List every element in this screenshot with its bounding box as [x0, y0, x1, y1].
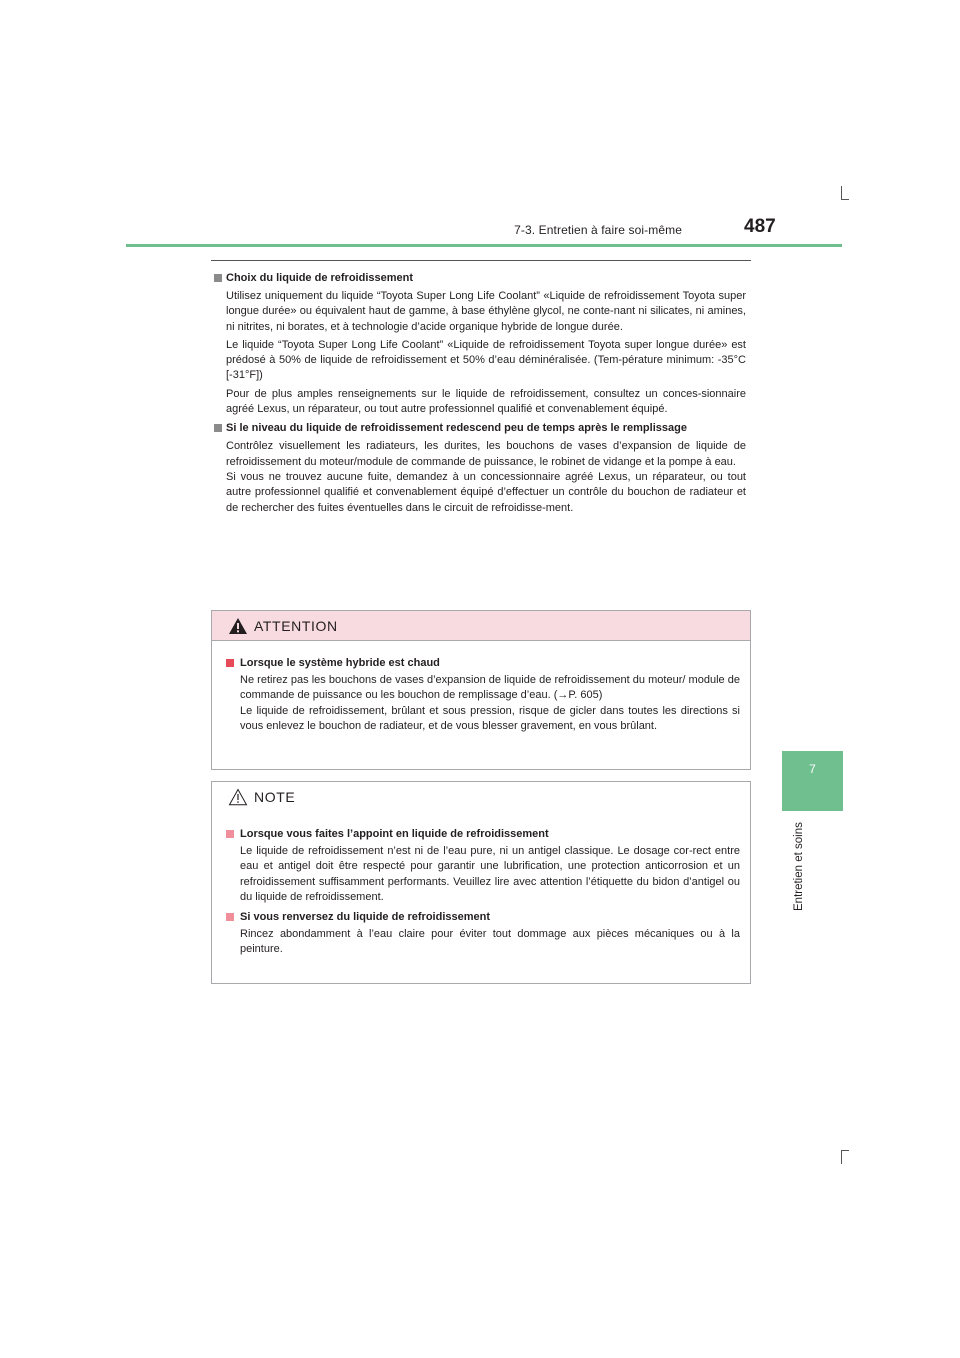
main-content [214, 270, 746, 519]
attention-box [211, 610, 751, 770]
crop-mark-top [841, 186, 842, 200]
square-bullet-icon [226, 913, 234, 921]
section-heading-coolant-choice: Choix du liquide de refroidissement [214, 270, 746, 286]
square-bullet-icon [226, 830, 234, 838]
attention-heading: Lorsque le système hybride est chaud [226, 655, 740, 671]
note-box [211, 781, 751, 984]
paragraph: Rincez abondamment à l’eau claire pour éviter tout dommage aux pièces mécaniques ou à la peinture. [240, 928, 740, 956]
paragraph: Pour de plus amples renseignements sur le liquide de refroidissement, consultez un conces-sionnaire agréé Lexus, un réparateur, ou tout autre professionnel qualifié et convenablement équipé. [226, 387, 746, 416]
note-header [212, 782, 750, 814]
note-heading-spill: Si vous renversez du liquide de refroidissement [226, 909, 740, 925]
chapter-label: Entretien et soins [793, 822, 805, 911]
content-top-rule [211, 260, 751, 261]
page-number: 487 [744, 216, 776, 237]
header-rule [126, 244, 842, 247]
attention-header [212, 611, 750, 641]
paragraph: Le liquide “Toyota Super Long Life Coolant” «Liquide de refroidissement Toyota super longue durée» est prédosé à 50% de liquide de refroidissement et 50% d’eau déminéralisée. (Tem-pérature minimum: -35°C [-31°F]) [226, 338, 746, 382]
note-heading-topup: Lorsque vous faites l’appoint en liquide de refroidissement [226, 826, 740, 842]
crop-mark-bottom [841, 1150, 842, 1164]
crop-mark-top-tick [841, 199, 849, 200]
square-bullet-icon [214, 274, 222, 282]
paragraph: Le liquide de refroidissement n’est ni de l’eau pure, ni un antigel classique. Le dosage cor-rect entre eau et antigel doit être respecté pour garantir une lubrification, une protection anticorrosion et un refroidissement suffisamment performants. Veuillez lire avec attention l’étiquette du bidon d’antigel ou du liquide de refroidissement. [240, 845, 740, 903]
paragraph: Ne retirez pas les bouchons de vases d’expansion de liquide de refroidissement du moteur/ module de commande de puissance ou les bouchon de remplissage d’eau. (→P. 605) [240, 674, 740, 702]
crop-mark-bottom-tick [841, 1150, 849, 1151]
note-title: NOTE [254, 789, 296, 805]
square-bullet-icon [226, 659, 234, 667]
paragraph: Utilisez uniquement du liquide “Toyota Super Long Life Coolant” «Liquide de refroidissement Toyota super longue durée» ou équivalent haut de gamme, à base éthylène glycol, ne conte-nant ni silicates, ni amines, ni nitrites, ni borates, et à technologie d’acide organique hybride de longue durée. [226, 290, 746, 333]
section-title: 7-3. Entretien à faire soi-même [514, 223, 682, 237]
attention-body [212, 641, 750, 734]
caution-triangle-icon [228, 788, 248, 806]
attention-title: ATTENTION [254, 618, 338, 634]
note-body [212, 814, 750, 958]
paragraph: Contrôlez visuellement les radiateurs, les durites, les bouchons de vases d’expansion de liquide de refroidissement du moteur/module de commande de puissance, le robinet de vidange et la pompe à eau. [226, 440, 746, 468]
paragraph: Si vous ne trouvez aucune fuite, demandez à un concessionnaire agréé Lexus, un réparateur, ou tout autre professionnel qualifié et convenablement équipé d’effectuer un contrôle du bouchon de radiateur et de rechercher des fuites éventuelles dans le circuit de refroidisse-ment. [226, 470, 746, 514]
paragraph: Le liquide de refroidissement, brûlant et sous pression, risque de gicler dans toutes les directions si vous enlevez le bouchon de radiateur, et de vous blesser gravement, en vous brûlant. [240, 704, 740, 732]
chapter-tab [782, 751, 843, 811]
section-heading-level-drop: Si le niveau du liquide de refroidissement redescend peu de temps après le remplissage [214, 420, 746, 436]
square-bullet-icon [214, 424, 222, 432]
warning-triangle-icon [228, 617, 248, 635]
chapter-number: 7 [809, 762, 816, 776]
